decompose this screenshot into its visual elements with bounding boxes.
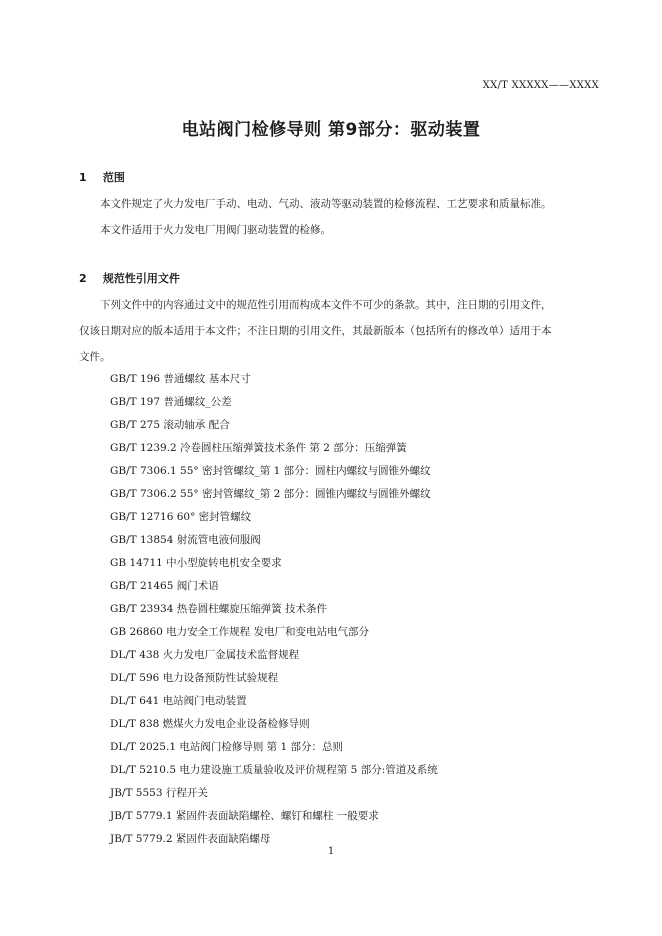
page-number: 1 [327,846,335,857]
reference-item: GB/T 196 普通螺纹 基本尺寸 [110,373,251,385]
scope-paragraph-1: 本文件规定了火力发电厂手动、电动、气动、液动等驱动装置的检修流程、工艺要求和质量标准。 [100,198,552,210]
reference-item: GB 26860 电力安全工作规程 发电厂和变电站电气部分 [110,626,370,638]
section-2-heading [79,270,180,286]
reference-item: GB/T 7306.1 55° 密封管螺纹_第 1 部分：圆柱内螺纹与圆锥外螺纹 [110,465,431,477]
reference-item: DL/T 438 火力发电厂金属技术监督规程 [110,649,300,661]
reference-item: JB/T 5779.1 紧固件表面缺陷螺栓、螺钉和螺柱 一般要求 [110,810,379,822]
reference-item: GB/T 7306.2 55° 密封管螺纹_第 2 部分：圆锥内螺纹与圆锥外螺纹 [110,488,431,500]
reference-item: GB/T 12716 60° 密封管螺纹 [110,511,252,523]
page-title: 电站阀门检修导则 第9部分：驱动装置 [181,120,481,140]
document-code: XX/T XXXXX——XXXX [482,80,599,91]
reference-item: GB/T 197 普通螺纹_公差 [110,396,232,408]
section-title: 规范性引用文件 [102,272,180,285]
reference-list [110,368,438,851]
intro-line-1: 下列文件中的内容通过文中的规范性引用而构成本文件不可少的条款。其中，注日期的引用文件， [100,299,552,311]
reference-item: GB/T 1239.2 冷卷圆柱压缩弹簧技术条件 第 2 部分：压缩弹簧 [110,442,407,454]
reference-item: DL/T 641 电站阀门电动装置 [110,695,247,707]
reference-item: GB 14711 中小型旋转电机安全要求 [110,557,282,569]
section-title: 范围 [102,171,125,184]
intro-line-2: 仅该日期对应的版本适用于本文件；不注日期的引用文件，其最新版本（包括所有的修改单）适用于本 [79,325,552,337]
section-1-heading [79,169,125,185]
section-number: 2 [79,272,87,285]
reference-item: GB/T 21465 阀门术语 [110,580,219,592]
reference-item: DL/T 838 燃煤火力发电企业设备检修导则 [110,718,310,730]
reference-item: GB/T 13854 射流管电液伺服阀 [110,534,261,546]
intro-line-3: 文件。 [79,351,111,363]
reference-item: DL/T 596 电力设备预防性试验规程 [110,672,279,684]
reference-item: GB/T 23934 热卷圆柱螺旋压缩弹簧 技术条件 [110,603,328,615]
reference-item: DL/T 5210.5 电力建设施工质量验收及评价规程第 5 部分:管道及系统 [110,764,438,776]
reference-item: GB/T 275 滚动轴承 配合 [110,419,230,431]
section-number: 1 [79,171,87,184]
reference-item: DL/T 2025.1 电站阀门检修导则 第 1 部分：总则 [110,741,344,753]
reference-item: JB/T 5779.2 紧固件表面缺陷螺母 [110,833,271,845]
scope-paragraph-2: 本文件适用于火力发电厂用阀门驱动装置的检修。 [100,224,331,236]
reference-item: JB/T 5553 行程开关 [110,787,208,799]
